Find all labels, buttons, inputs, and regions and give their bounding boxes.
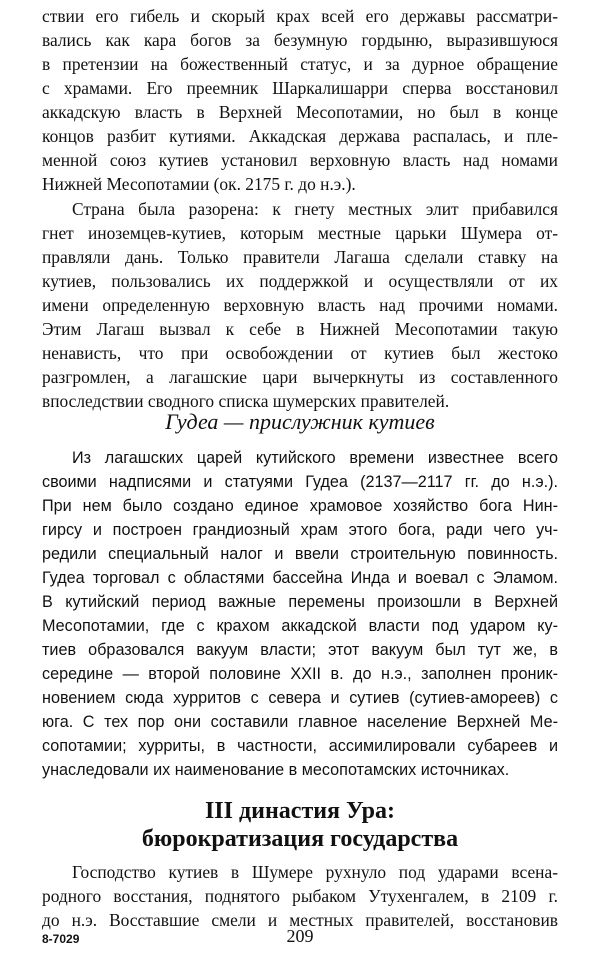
text-line: в претензии на божественный статус, и за дурное обращение — [42, 54, 558, 74]
text-line: Нижней Месопотамии (ок. 2175 г. до н.э.). — [42, 174, 356, 194]
text-line: до н.э. Восставшие смели и местных правителей, восстановив — [42, 910, 558, 930]
section-heading-gudea: Гудеа — прислужник кутиев — [165, 409, 435, 434]
text-line: тиев образовался вакуум власти; этот вакуум был тут же, в — [42, 641, 558, 659]
text-line: аккадскую власть в Верхней Месопотамии, но был в конце — [42, 102, 558, 122]
text-line: середине — второй половине XXII в. до н.э., заполнен проник- — [42, 665, 558, 683]
text-line: с храмами. Его преемник Шаркалишарри сперва восстановил — [42, 78, 558, 98]
text-line: имени определенную верховную власть над прочими номами. — [42, 295, 558, 315]
text-line: кутиев, пользовались их поддержкой и осуществляли от их — [42, 271, 558, 291]
text-line: концов разбит кутиями. Аккадская держава распалась, и пле- — [42, 126, 558, 146]
text-line: В кутийский период важные перемены произошли в Верхней — [42, 593, 558, 611]
text-line: При нем было создано единое храмовое хозяйство бога Нин- — [42, 497, 558, 515]
text-line: унаследовали их наименование в месопотамских источниках. — [42, 761, 510, 779]
text-line: вались как кара богов за безумную гордыню, выразившуюся — [42, 30, 558, 50]
text-line: разгромлен, а лагашские цари вычеркнуты из составленного — [42, 367, 558, 387]
text-line: Господство кутиев в Шумере рухнуло под ударами всена- — [72, 862, 558, 882]
text-line: своими надписями и статуями Гудеа (2137—2117 гг. до н.э.). — [42, 473, 558, 491]
text-line: гирсу и построен грандиозный храм этого бога, ради чего уч- — [42, 521, 558, 539]
text-line: ствии его гибель и скорый крах всей его державы рассматри- — [42, 6, 558, 26]
text-line: впоследствии сводного списка шумерских правителей. — [42, 391, 450, 411]
text-line: Страна была разорена: к гнету местных элит прибавился — [72, 199, 558, 219]
text-line: Месопотамии, где с крахом аккадской власти под ударом ку- — [42, 617, 558, 635]
text-line: редили специальный налог и ввели строительную повинность. — [42, 545, 558, 563]
text-line: новением сюда хурритов с севера и сутиев (сутиев-амореев) с — [42, 689, 558, 707]
text-line: менной союз кутиев установил верховную власть над номами — [42, 150, 558, 170]
heading-line: бюрократизация государства — [141, 826, 459, 852]
text-line: правляли дань. Только правители Лагаша сделали ставку на — [42, 247, 558, 267]
page-number: 209 — [286, 926, 314, 946]
text-line: родного восстания, поднятого рыбаком Утухенгалем, в 2109 г. — [42, 886, 558, 906]
printer-signature: 8-7029 — [42, 932, 80, 946]
text-line: Этим Лагаш вызвал к себе в Нижней Месопотамии такую — [42, 319, 558, 339]
heading-line: III династия Ура: — [204, 798, 396, 824]
text-line: Из лагашских царей кутийского времени известнее всего — [72, 449, 558, 467]
text-line: юга. С тех пор они составили главное население Верхней Ме- — [42, 713, 558, 731]
text-line: Гудеа торговал с областями бассейна Инда и воевал с Эламом. — [42, 569, 558, 587]
text-line: ненависть, что при освобождении от кутиев был жестоко — [42, 343, 558, 363]
text-line: гнет иноземцев-кутиев, которым местные царьки Шумера от- — [42, 223, 558, 243]
text-line: сопотамии; хурриты, в частности, ассимилировали субареев и — [42, 737, 558, 755]
